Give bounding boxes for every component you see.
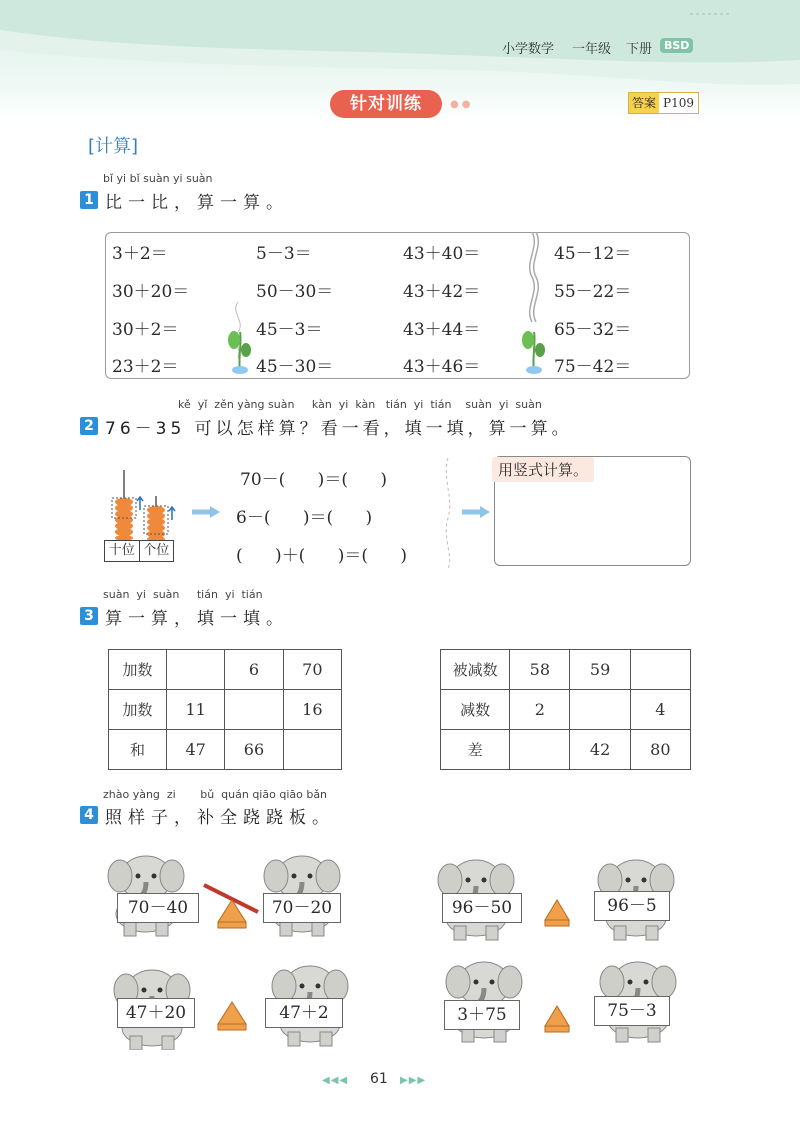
q2-pinyin: kě yǐ zěn yàng suàn kàn yi kàn tián yi tián suàn yi suàn xyxy=(178,398,542,411)
footer-right-arrows-icon: ▶▶▶ xyxy=(400,1075,427,1086)
table-row xyxy=(441,730,691,770)
table-cell: 66 xyxy=(225,730,283,770)
q1-pinyin: bǐ yi bǐ suàn yi suàn xyxy=(103,172,213,185)
q3-addition-table xyxy=(108,649,342,770)
table-cell: 差 xyxy=(441,730,510,770)
table-row xyxy=(109,650,342,690)
q2-line-2: 6－( )＝( ) xyxy=(236,508,373,528)
table-cell: 2 xyxy=(510,690,570,730)
table-row xyxy=(109,690,342,730)
q2-line-3: ( )＋( )＝( ) xyxy=(236,546,408,566)
table-cell[interactable] xyxy=(283,730,341,770)
seesaw-plate: 70－40 xyxy=(117,893,199,923)
q3-number: 3 xyxy=(80,607,98,625)
table-row xyxy=(441,650,691,690)
seesaw-plate: 96－5 xyxy=(594,891,670,921)
table-cell: 6 xyxy=(225,650,283,690)
table-cell: 80 xyxy=(630,730,690,770)
table-cell[interactable] xyxy=(166,650,224,690)
abacus-icon xyxy=(104,470,184,540)
footer-left-arrows-icon: ◀◀◀ xyxy=(322,1075,349,1086)
q1-expr: 45－30＝ xyxy=(256,357,334,377)
section-label: [计算] xyxy=(88,136,139,157)
q3-text: 算一算，填一填。 xyxy=(105,609,289,629)
answer-label: 答案 xyxy=(629,93,659,113)
table-cell: 59 xyxy=(570,650,630,690)
plant-divider-1-icon xyxy=(220,232,260,378)
q1-expr: 65－32＝ xyxy=(554,320,632,340)
q1-expr: 30＋2＝ xyxy=(112,320,179,340)
q1-expr: 43＋44＝ xyxy=(403,320,481,340)
q4-text: 照样子，补全跷跷板。 xyxy=(105,808,335,828)
table-row xyxy=(441,690,691,730)
seesaw-plate: 75－3 xyxy=(594,996,670,1026)
table-cell: 和 xyxy=(109,730,167,770)
q1-expr: 45－3＝ xyxy=(256,320,323,340)
header-subject: 小学数学 xyxy=(502,42,555,57)
table-cell: 11 xyxy=(166,690,224,730)
table-cell[interactable] xyxy=(570,690,630,730)
seesaw-plate: 70－20 xyxy=(263,893,341,923)
q4-pinyin: zhào yàng zi bǔ quán qiāo qiāo bǎn xyxy=(103,788,328,801)
q2-line-1: 70－( )＝( ) xyxy=(240,470,388,490)
abacus-ones-label: 个位 xyxy=(143,543,170,558)
seesaw-plate: 96－50 xyxy=(442,893,522,923)
table-cell: 4 xyxy=(630,690,690,730)
header-grade: 一年级 xyxy=(572,42,612,57)
q4-number: 4 xyxy=(80,806,98,824)
table-cell: 加数 xyxy=(109,690,167,730)
abacus-labels xyxy=(104,540,174,562)
q3-subtraction-table xyxy=(440,649,691,770)
table-cell[interactable] xyxy=(510,730,570,770)
q3-pinyin: suàn yi suàn tián yi tián xyxy=(103,588,263,601)
q2-text: 76－35 可以怎样算？看一看，填一填，算一算。 xyxy=(105,419,573,439)
table-cell: 58 xyxy=(510,650,570,690)
table-cell[interactable] xyxy=(225,690,283,730)
answer-reference xyxy=(628,92,699,114)
header-volume: 下册 xyxy=(626,42,653,57)
title-dots-decoration: ●● xyxy=(450,99,474,110)
table-cell: 加数 xyxy=(109,650,167,690)
arrow-right-icon xyxy=(190,503,224,521)
section-title-banner: 针对训练 xyxy=(330,90,442,118)
q1-text: 比一比，算一算。 xyxy=(105,193,289,213)
seesaw-plate: 47＋20 xyxy=(117,998,195,1028)
q1-expr: 50－30＝ xyxy=(256,282,334,302)
page-number: 61 xyxy=(370,1071,388,1087)
q1-expr: 75－42＝ xyxy=(554,357,632,377)
q2-number: 2 xyxy=(80,417,98,435)
table-cell: 被减数 xyxy=(441,650,510,690)
q1-expr: 30＋20＝ xyxy=(112,282,190,302)
q1-expr: 45－12＝ xyxy=(554,244,632,264)
edition-badge: BSD xyxy=(660,38,693,53)
table-cell: 42 xyxy=(570,730,630,770)
q1-expr: 3＋2＝ xyxy=(112,244,168,264)
table-cell: 70 xyxy=(283,650,341,690)
table-row xyxy=(109,730,342,770)
table-cell: 47 xyxy=(166,730,224,770)
plant-divider-2-icon xyxy=(514,232,554,378)
table-cell: 减数 xyxy=(441,690,510,730)
answer-page: P109 xyxy=(659,93,698,113)
seesaw-plate: 47＋2 xyxy=(265,998,343,1028)
abacus-tens-label: 十位 xyxy=(105,541,140,561)
q1-expr: 55－22＝ xyxy=(554,282,632,302)
dashed-divider xyxy=(440,458,456,568)
q1-expr: 43＋40＝ xyxy=(403,244,481,264)
q1-expr: 43＋46＝ xyxy=(403,357,481,377)
arrow-right-icon xyxy=(460,503,494,521)
table-cell[interactable] xyxy=(630,650,690,690)
table-cell: 16 xyxy=(283,690,341,730)
q1-number: 1 xyxy=(80,191,98,209)
q1-expr: 5－3＝ xyxy=(256,244,312,264)
vertical-calc-prompt: 用竖式计算。 xyxy=(492,457,594,482)
q1-expr: 23＋2＝ xyxy=(112,357,179,377)
seesaw-plate: 3＋75 xyxy=(444,1000,520,1030)
q1-expr: 43＋42＝ xyxy=(403,282,481,302)
